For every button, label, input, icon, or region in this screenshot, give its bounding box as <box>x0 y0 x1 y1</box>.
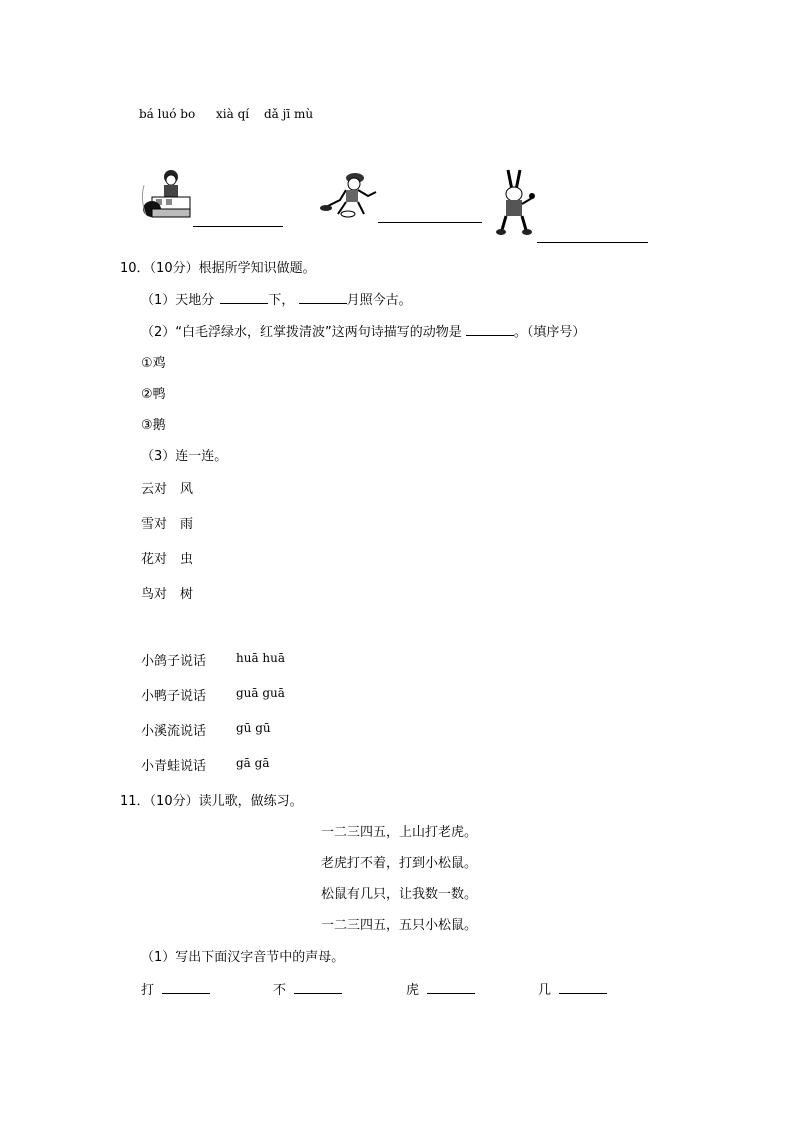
poem-line-3: 松鼠有几只，让我数一数。 <box>321 887 478 902</box>
answer-line-3[interactable] <box>537 242 648 243</box>
char-item-1: 打 <box>141 979 210 998</box>
talk-right-2: guā guā <box>236 686 285 700</box>
pinyin-1: bá luó bo <box>139 107 196 121</box>
q10-part1: （1）天地分 下， 月照今古。 <box>141 293 412 308</box>
child-blocks-illustration <box>138 165 193 223</box>
pair-3: 花对 虫 <box>141 552 194 567</box>
q10-header: 10．（10分）根据所学知识做题。 <box>120 261 316 276</box>
radish-pulling-illustration <box>318 170 378 218</box>
talk-right-4: gā gā <box>236 756 270 770</box>
answer-line-1[interactable] <box>193 226 283 227</box>
option-2: ②鸭 <box>141 387 166 402</box>
talk-left-2: 小鸭子说话 <box>141 689 207 704</box>
option-3: ③鹅 <box>141 418 166 433</box>
talk-right-3: gū gū <box>236 721 271 735</box>
q11-part1: （1）写出下面汉字音节中的声母。 <box>141 950 345 965</box>
char-item-4: 几 <box>538 979 607 998</box>
char-item-2: 不 <box>273 979 342 998</box>
rabbit-chess-illustration <box>494 168 536 240</box>
blank-char-2[interactable] <box>294 981 342 994</box>
q10-part3: （3）连一连。 <box>141 449 228 464</box>
pair-2: 雪对 雨 <box>141 517 194 532</box>
pinyin-2: xià qí <box>216 107 250 121</box>
pinyin-3: dǎ jī mù <box>264 107 314 121</box>
option-1: ①鸡 <box>141 356 166 371</box>
blank-1a[interactable] <box>220 291 268 304</box>
blank-1b[interactable] <box>299 291 347 304</box>
talk-right-1: huā huā <box>236 651 286 665</box>
q10-part2: （2）“白毛浮绿水，红掌拨清波”这两句诗描写的动物是 。（填序号） <box>141 325 586 340</box>
q11-header: 11．（10分）读儿歌，做练习。 <box>120 794 303 809</box>
blank-2[interactable] <box>466 323 514 336</box>
blank-char-4[interactable] <box>559 981 607 994</box>
pair-4: 鸟对 树 <box>141 587 194 602</box>
talk-left-1: 小鸽子说话 <box>141 654 207 669</box>
talk-left-3: 小溪流说话 <box>141 724 207 739</box>
answer-line-2[interactable] <box>378 222 482 223</box>
poem-line-2: 老虎打不着，打到小松鼠。 <box>321 856 478 871</box>
pair-1: 云对 风 <box>141 482 194 497</box>
poem-line-1: 一二三四五，上山打老虎。 <box>321 825 478 840</box>
blank-char-1[interactable] <box>162 981 210 994</box>
char-item-3: 虎 <box>406 979 475 998</box>
blank-char-3[interactable] <box>427 981 475 994</box>
poem-line-4: 一二三四五，五只小松鼠。 <box>321 918 478 933</box>
talk-left-4: 小青蛙说话 <box>141 759 207 774</box>
